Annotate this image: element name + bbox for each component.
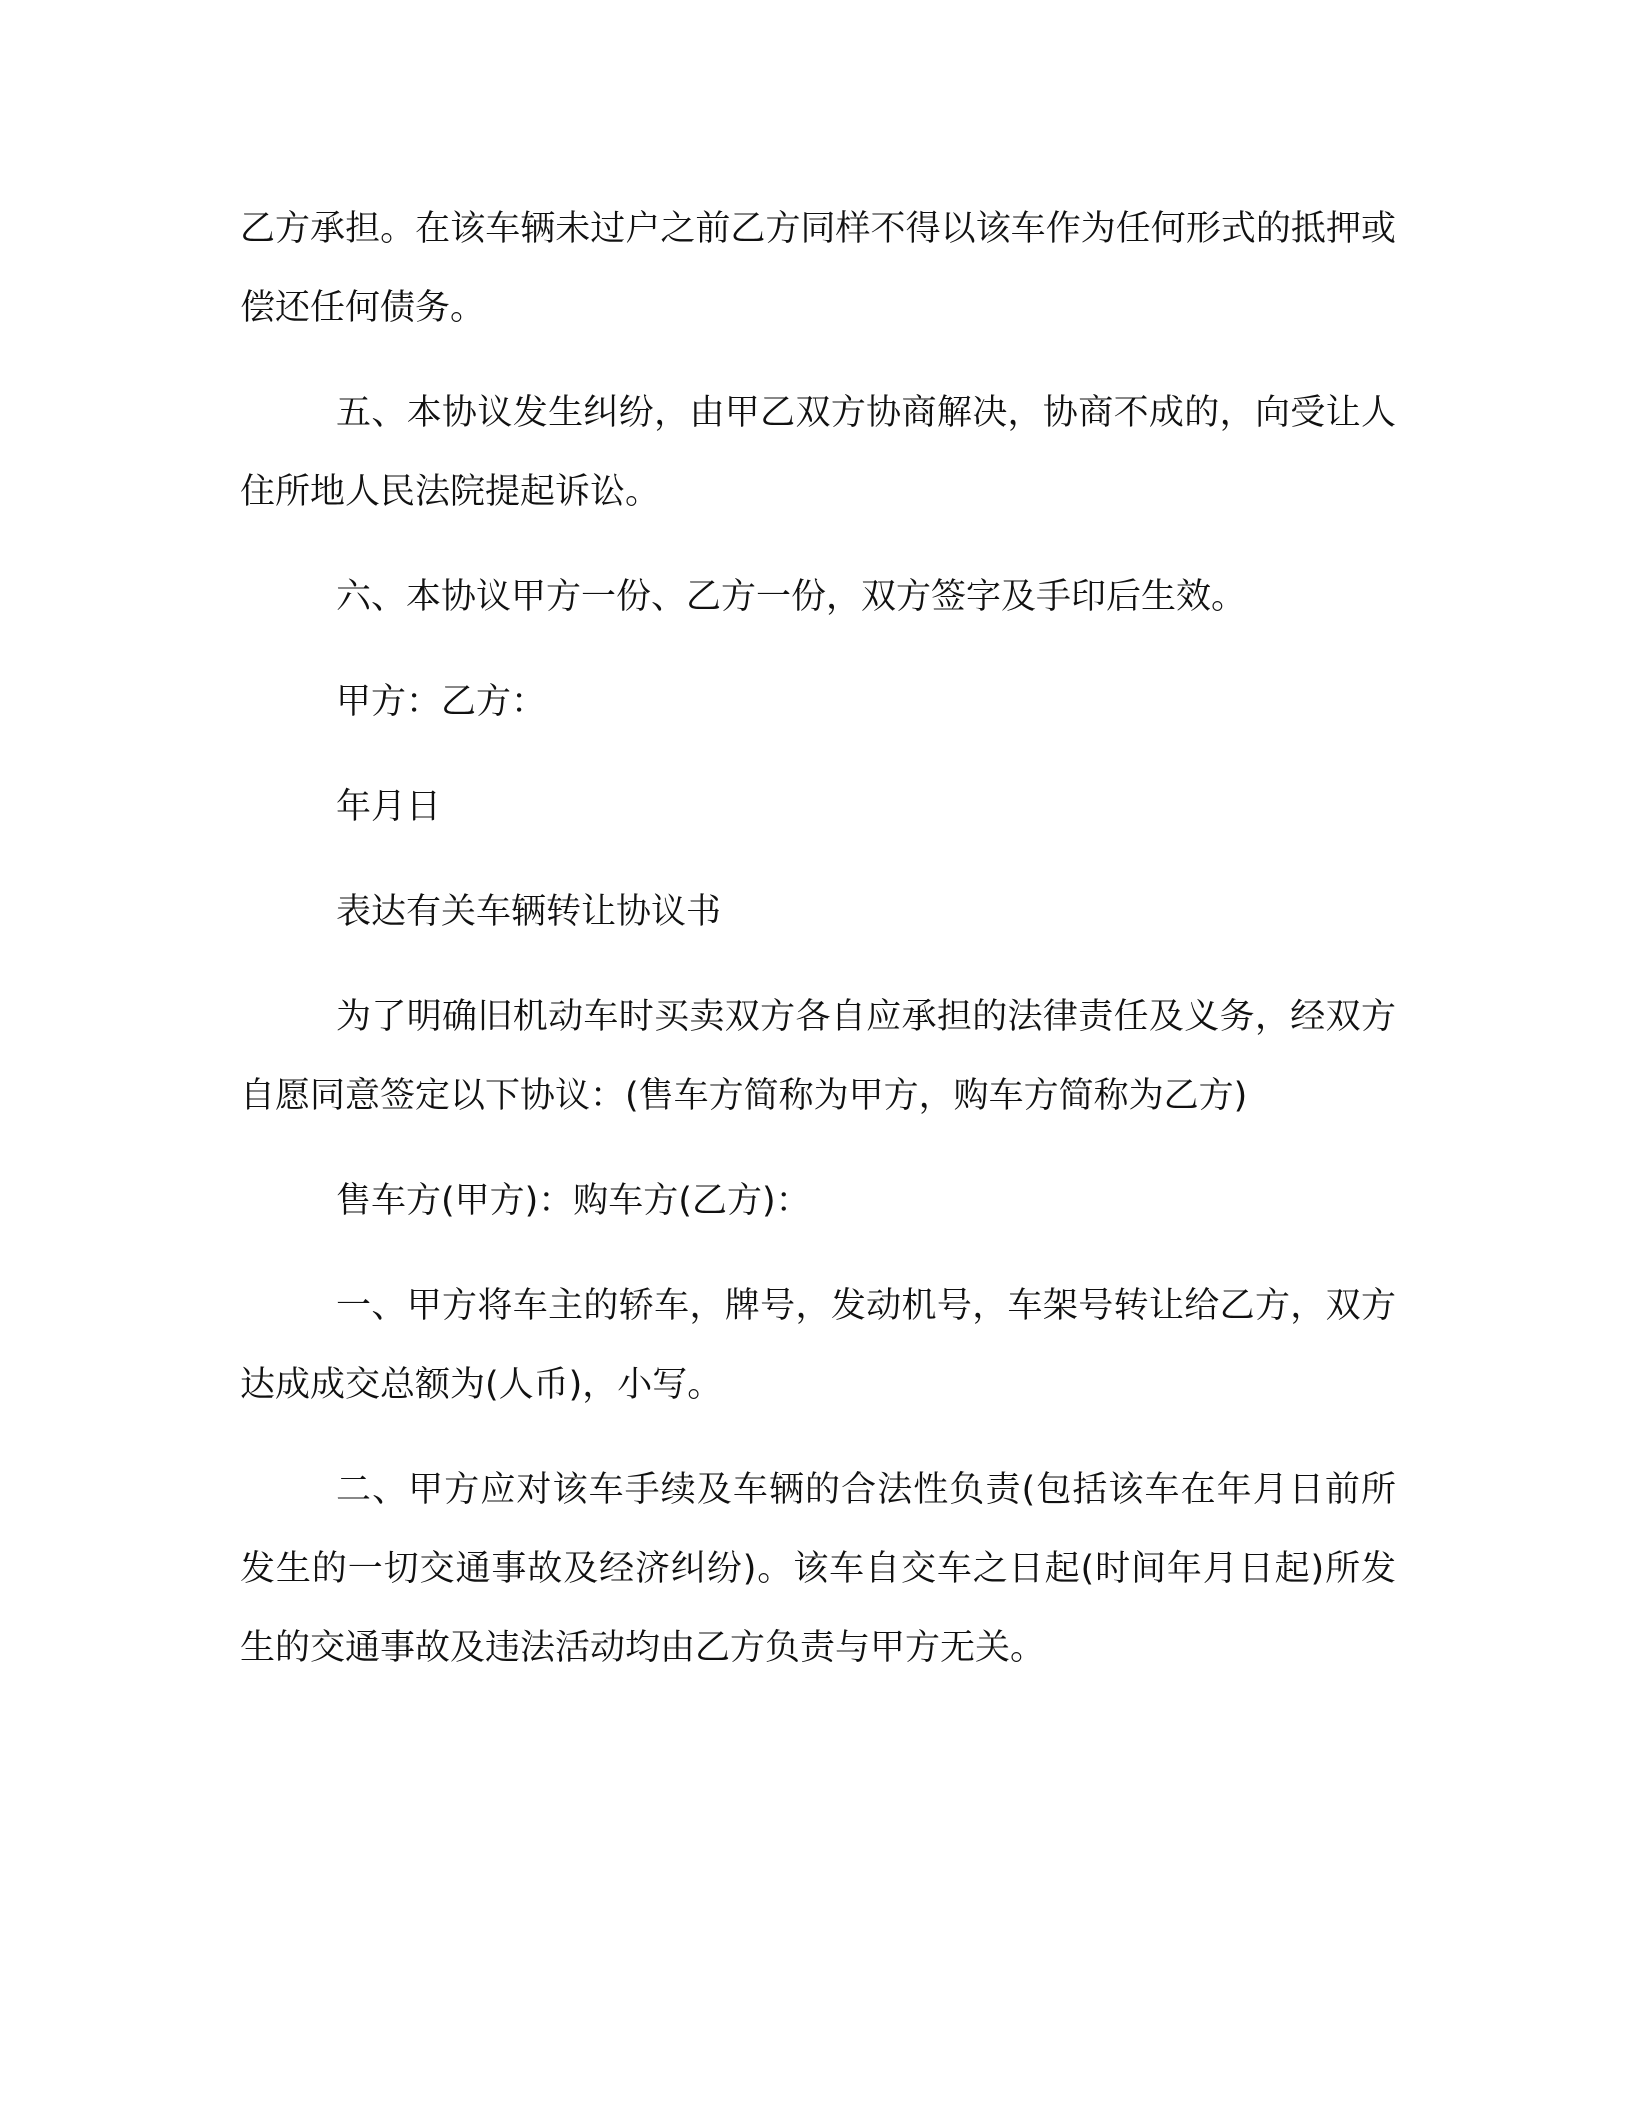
paragraph-clause-two: 二、甲方应对该车手续及车辆的合法性负责(包括该车在年月日前所发生的一切交通事故及经济纠纷)。该车自交车之日起(时间年月日起)所发生的交通事故及违法活动均由乙方负责与甲方无关。 [240,1470,1396,1668]
paragraph-preamble: 为了明确旧机动车时买卖双方各自应承担的法律责任及义务，经双方自愿同意签定以下协议：(售车方简称为甲方，购车方简称为乙方) [240,997,1396,1116]
paragraph-clause-five: 五、本协议发生纠纷，由甲乙双方协商解决，协商不成的，向受让人住所地人民法院提起诉讼。 [240,393,1396,512]
paragraph-clause-one: 一、甲方将车主的轿车，牌号，发动机号，车架号转让给乙方，双方达成成交总额为(人币)，小写。 [240,1286,1396,1405]
agreement-title: 表达有关车辆转让协议书 [336,892,722,932]
date-line: 年月日 [336,787,442,827]
signature-parties-line: 甲方：乙方： [336,682,547,722]
paragraph-clause-six: 六、本协议甲方一份、乙方一份，双方签字及手印后生效。 [336,577,1247,617]
parties-line: 售车方(甲方)：购车方(乙方)： [336,1181,811,1221]
paragraph-continued-liability: 乙方承担。在该车辆未过户之前乙方同样不得以该车作为任何形式的抵押或偿还任何债务。 [240,209,1396,328]
document-body [240,190,1396,1714]
